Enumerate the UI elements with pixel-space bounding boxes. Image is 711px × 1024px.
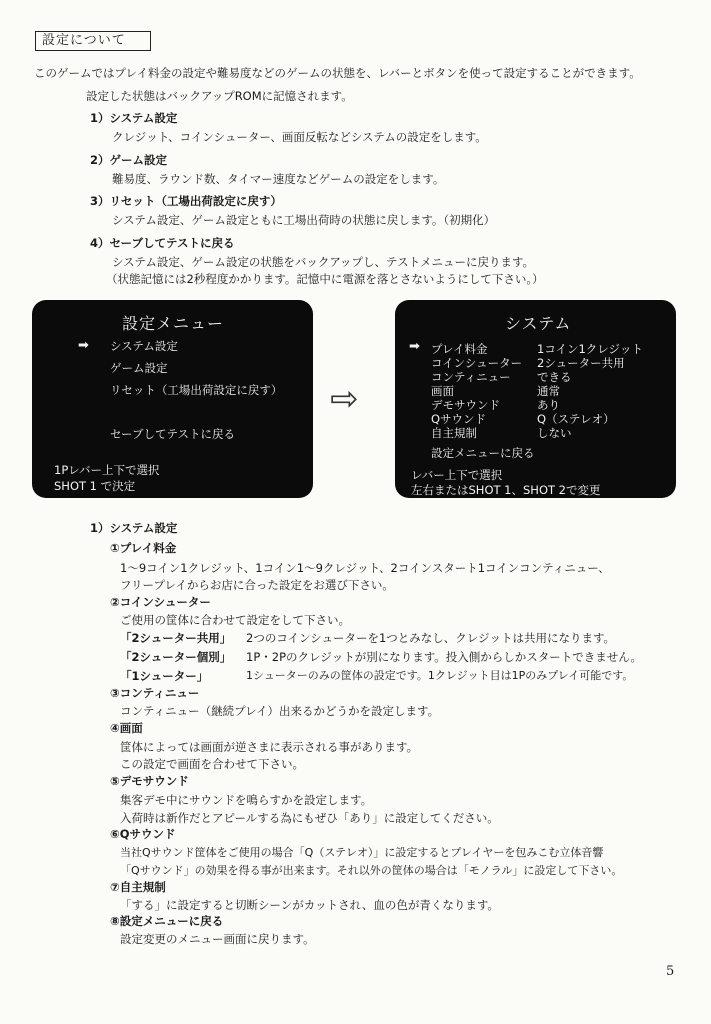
setting-value[interactable]: あり <box>537 398 560 412</box>
subsection-title: ⑤デモサウンド <box>110 774 189 788</box>
detail-heading: 1）システム設定 <box>90 521 178 535</box>
setting-label[interactable]: コインシューター <box>431 356 523 370</box>
list-item-title: 4）セーブしてテストに戻る <box>90 236 235 250</box>
setting-value[interactable]: 1コイン1クレジット <box>537 342 643 356</box>
subsection-text: 当社Qサウンド筐体をご使用の場合「Q（ステレオ）」に設定するとプレイヤーを包みこむ立体音響 <box>120 846 604 859</box>
menu-item[interactable]: リセット（工場出荷設定に戻す） <box>110 383 283 397</box>
intro-line-1: このゲームではプレイ料金の設定や難易度などのゲームの状態を、レバーとボタンを使って設定することができます。 <box>34 66 641 80</box>
subsection-title: ⑥Qサウンド <box>110 827 176 841</box>
back-to-menu-item[interactable]: 設定メニューに戻る <box>431 446 535 460</box>
list-item-title: 2）ゲーム設定 <box>90 153 168 167</box>
subsection-title: ④画面 <box>110 721 143 735</box>
subsection-text: 筐体によっては画面が逆さまに表示される事があります。 <box>120 740 419 754</box>
section-heading: 設定について <box>35 31 151 51</box>
screen-footer: 左右またはSHOT 1、SHOT 2で変更 <box>411 483 601 497</box>
setting-label[interactable]: プレイ料金 <box>431 342 488 356</box>
menu-item[interactable]: ゲーム設定 <box>110 361 168 375</box>
list-item-desc: クレジット、コインシューター、画面反転などシステムの設定をします。 <box>112 130 487 144</box>
option-key: 「2シューター個別」 <box>120 650 232 664</box>
subsection-text: 入荷時は新作だとアピールする為にもぜひ「あり」に設定してください。 <box>120 811 499 825</box>
right-arrow-icon: ⇨ <box>330 379 359 419</box>
setting-label[interactable]: デモサウンド <box>431 398 500 412</box>
subsection-text: 1〜9コイン1クレジット、1コイン1〜9クレジット、2コインスタート1コインコンティニュー、 <box>120 561 610 575</box>
subsection-title: ⑧設定メニューに戻る <box>110 914 224 928</box>
page-number: 5 <box>666 964 675 979</box>
setting-value[interactable]: しない <box>537 426 572 440</box>
menu-item[interactable]: セーブしてテストに戻る <box>110 427 236 441</box>
list-item-desc: システム設定、ゲーム設定ともに工場出荷時の状態に戻します。（初期化） <box>112 213 496 227</box>
list-item-desc: システム設定、ゲーム設定の状態をバックアップし、テストメニューに戻ります。 <box>112 255 535 269</box>
menu-item[interactable]: システム設定 <box>110 339 178 353</box>
screen-footer: 1Pレバー上下で選択 <box>54 463 160 477</box>
settings-menu-screen <box>32 300 313 498</box>
subsection-text: コンティニュー（継続プレイ）出来るかどうかを設定します。 <box>120 704 440 718</box>
cursor-arrow-icon: ➡ <box>409 339 420 354</box>
option-desc: 2つのコインシューターを1つとみなし、クレジットは共用になります。 <box>246 631 616 645</box>
subsection-title: ②コインシューター <box>110 595 211 609</box>
setting-label[interactable]: 画面 <box>431 384 454 398</box>
setting-value[interactable]: 通常 <box>537 384 560 398</box>
setting-value[interactable]: Q（ステレオ） <box>537 412 615 426</box>
subsection-text: フリープレイからお店に合った設定をお選び下さい。 <box>120 578 394 592</box>
setting-label[interactable]: Qサウンド <box>431 412 487 426</box>
option-key: 「2シューター共用」 <box>120 631 232 645</box>
subsection-title: ①プレイ料金 <box>110 541 177 555</box>
option-desc: 1シューターのみの筐体の設定です。1クレジット目は1Pのみプレイ可能です。 <box>246 669 634 682</box>
system-settings-screen <box>395 300 676 498</box>
list-item-note: （状態記憶には2秒程度かかります。記憶中に電源を落とさないようにして下さい。） <box>106 272 544 286</box>
option-key: 「1シューター」 <box>120 669 209 683</box>
list-item-title: 3）リセット（工場出荷設定に戻す） <box>90 194 282 208</box>
subsection-text: 集客デモ中にサウンドを鳴らすかを設定します。 <box>120 793 373 807</box>
screen-title: システム <box>505 314 572 333</box>
intro-line-2: 設定した状態はバックアップROMに記憶されます。 <box>86 89 353 103</box>
subsection-title: ⑦自主規制 <box>110 880 166 894</box>
screen-footer: SHOT 1 で決定 <box>54 479 136 493</box>
list-item-desc: 難易度、ラウンド数、タイマー速度などゲームの設定をします。 <box>112 172 445 186</box>
subsection-text: この設定で画面を合わせて下さい。 <box>120 757 304 771</box>
subsection-text: ご使用の筐体に合わせて設定をして下さい。 <box>120 613 350 627</box>
option-desc: 1P・2Pのクレジットが別になります。投入側からしかスタートできません。 <box>246 650 642 664</box>
screen-footer: レバー上下で選択 <box>411 468 503 482</box>
subsection-text: 「Qサウンド」の効果を得る事が出来ます。それ以外の筐体の場合は「モノラル」に設定して下さい。 <box>120 864 623 877</box>
setting-label[interactable]: コンティニュー <box>431 370 511 384</box>
setting-label[interactable]: 自主規制 <box>431 426 477 440</box>
subsection-text: 「する」に設定すると切断シーンがカットされ、血の色が青くなります。 <box>120 898 499 912</box>
setting-value[interactable]: できる <box>537 370 572 384</box>
setting-value[interactable]: 2シューター共用 <box>537 356 625 370</box>
list-item-title: 1）システム設定 <box>90 111 178 125</box>
subsection-title: ③コンティニュー <box>110 686 200 700</box>
screen-title: 設定メニュー <box>122 314 225 333</box>
cursor-arrow-icon: ➡ <box>78 338 89 353</box>
subsection-text: 設定変更のメニュー画面に戻ります。 <box>120 932 315 946</box>
